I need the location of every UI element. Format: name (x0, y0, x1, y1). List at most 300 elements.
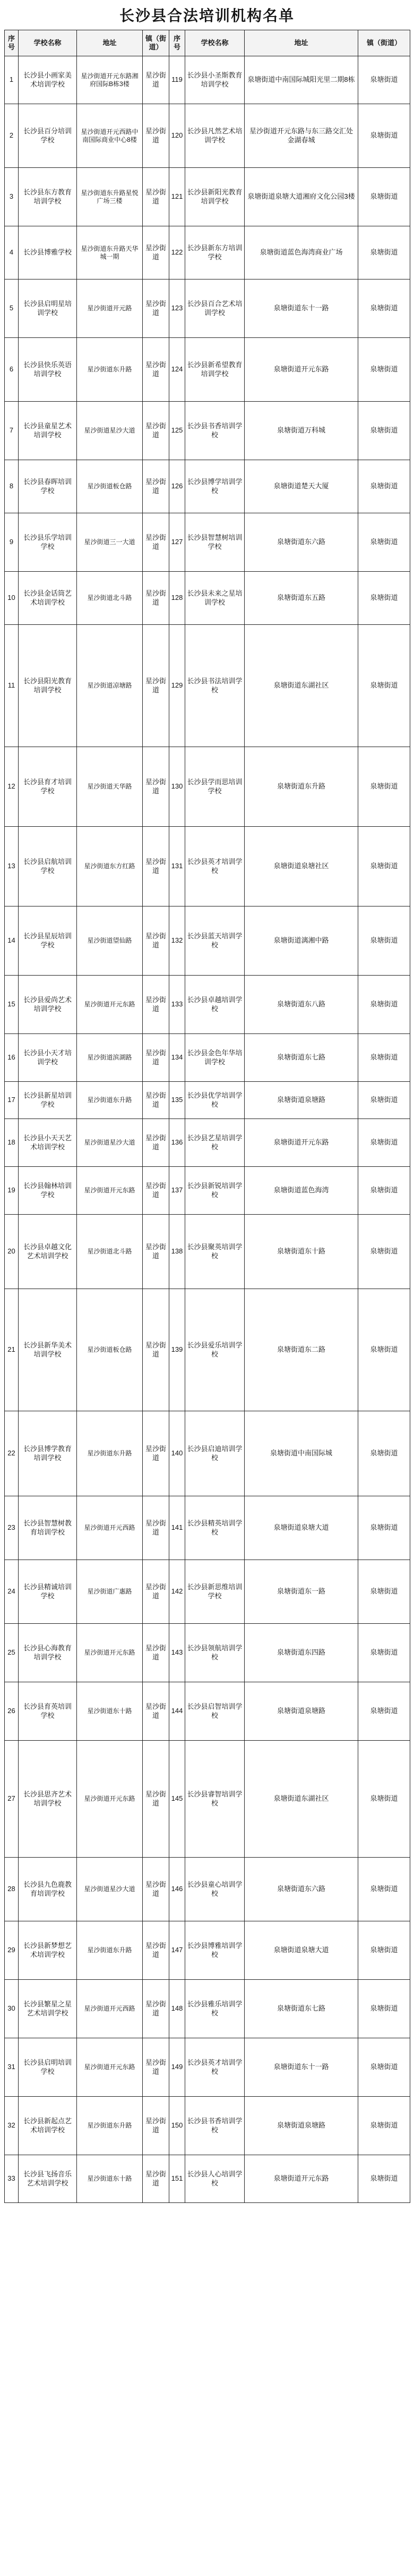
school-name-right: 长沙县蓝天培训学校 (185, 906, 245, 976)
address-right: 泉塘街道开元东路 (245, 2155, 358, 2203)
header-town-left: 镇（街道） (143, 30, 169, 56)
table-row (5, 513, 410, 572)
row-index-right: 136 (169, 1119, 185, 1167)
address-right: 泉塘街道东八路 (245, 976, 358, 1034)
town: 星沙街道 (143, 226, 169, 279)
address-right: 泉塘街道泉塘大道 (245, 1921, 358, 1980)
school-name: 长沙县星辰培训学校 (19, 906, 77, 976)
school-name-right: 长沙县凡然艺术培训学校 (185, 104, 245, 168)
address-right: 泉塘街道东升路 (245, 747, 358, 827)
school-name-right: 长沙县雅乐培训学校 (185, 1980, 245, 2038)
row-index: 32 (5, 2097, 19, 2155)
address-right: 泉塘街道东十一路 (245, 2038, 358, 2097)
table-row (5, 460, 410, 513)
table-row (5, 338, 410, 402)
school-name: 长沙县翰林培训学校 (19, 1167, 77, 1215)
row-index-right: 133 (169, 976, 185, 1034)
town-right: 泉塘街道 (358, 1034, 410, 1082)
school-name: 长沙县智慧树教育培训学校 (19, 1496, 77, 1560)
town: 星沙街道 (143, 2097, 169, 2155)
row-index: 6 (5, 338, 19, 402)
row-index: 9 (5, 513, 19, 572)
school-name: 长沙县精诚培训学校 (19, 1560, 77, 1624)
address-right: 泉塘街道中南国际城阳光里二期8栋 (245, 56, 358, 104)
table-row (5, 104, 410, 168)
table-row (5, 1082, 410, 1119)
table-row (5, 402, 410, 460)
school-name-right: 长沙县精英培训学校 (185, 1496, 245, 1560)
school-name-right: 长沙县新阳光教育培训学校 (185, 168, 245, 226)
row-index: 28 (5, 1858, 19, 1921)
table-row (5, 1119, 410, 1167)
school-name-right: 长沙县新东方培训学校 (185, 226, 245, 279)
school-name: 长沙县育英培训学校 (19, 1682, 77, 1741)
address: 星沙街道开元东路 (77, 1167, 143, 1215)
town-right: 泉塘街道 (358, 1082, 410, 1119)
school-name-right: 长沙县童心培训学校 (185, 1858, 245, 1921)
address: 星沙街道天华路 (77, 747, 143, 827)
town: 星沙街道 (143, 402, 169, 460)
table-row (5, 747, 410, 827)
town: 星沙街道 (143, 1682, 169, 1741)
town-right: 泉塘街道 (358, 1560, 410, 1624)
school-name-right: 长沙县学而思培训学校 (185, 747, 245, 827)
school-name-right: 长沙县未来之星培训学校 (185, 572, 245, 625)
town-right: 泉塘街道 (358, 1411, 410, 1496)
table-row (5, 226, 410, 279)
row-index: 23 (5, 1496, 19, 1560)
town-right: 泉塘街道 (358, 1980, 410, 2038)
town-right: 泉塘街道 (358, 1496, 410, 1560)
row-index-right: 126 (169, 460, 185, 513)
row-index: 33 (5, 2155, 19, 2203)
address: 星沙街道望仙路 (77, 906, 143, 976)
school-name-right: 长沙县书香培训学校 (185, 402, 245, 460)
town: 星沙街道 (143, 168, 169, 226)
school-name-right: 长沙县艺星培训学校 (185, 1119, 245, 1167)
row-index: 17 (5, 1082, 19, 1119)
address: 星沙街道板仓路 (77, 1289, 143, 1411)
table-row (5, 1215, 410, 1289)
address: 星沙街道开元路 (77, 279, 143, 338)
town: 星沙街道 (143, 1119, 169, 1167)
school-name: 长沙县心海教育培训学校 (19, 1624, 77, 1682)
address-right: 泉塘街道东六路 (245, 513, 358, 572)
town: 星沙街道 (143, 1921, 169, 1980)
school-name-right: 长沙县博雅培训学校 (185, 1921, 245, 1980)
address-right: 泉塘街道楚天大厦 (245, 460, 358, 513)
row-index: 13 (5, 827, 19, 906)
town: 星沙街道 (143, 1215, 169, 1289)
row-index-right: 123 (169, 279, 185, 338)
school-name: 长沙县金话筒艺术培训学校 (19, 572, 77, 625)
town-right: 泉塘街道 (358, 1921, 410, 1980)
town-right: 泉塘街道 (358, 513, 410, 572)
town: 星沙街道 (143, 747, 169, 827)
row-index-right: 151 (169, 2155, 185, 2203)
address-right: 泉塘街道开元东路 (245, 1119, 358, 1167)
address-right: 泉塘街道万科城 (245, 402, 358, 460)
table-row (5, 1921, 410, 1980)
address: 星沙街道开元东路湘府国际B栋3楼 (77, 56, 143, 104)
address: 星沙街道开元东路 (77, 1741, 143, 1858)
school-name-right: 长沙县启智培训学校 (185, 1682, 245, 1741)
address: 星沙街道星沙大道 (77, 402, 143, 460)
school-name: 长沙县启明星培训学校 (19, 279, 77, 338)
town-right: 泉塘街道 (358, 1858, 410, 1921)
row-index-right: 149 (169, 2038, 185, 2097)
address-right: 星沙街道开元东路与东三路交汇处金湖春城 (245, 104, 358, 168)
bottom-edge (4, 2571, 410, 2572)
town: 星沙街道 (143, 279, 169, 338)
table-row (5, 906, 410, 976)
row-index-right: 130 (169, 747, 185, 827)
town-right: 泉塘街道 (358, 1741, 410, 1858)
row-index-right: 121 (169, 168, 185, 226)
row-index-right: 129 (169, 625, 185, 747)
school-name: 长沙县爱尚艺术培训学校 (19, 976, 77, 1034)
row-index: 25 (5, 1624, 19, 1682)
row-index: 29 (5, 1921, 19, 1980)
address-right: 泉塘街道蓝色海湾 (245, 1167, 358, 1215)
school-name: 长沙县东方教育培训学校 (19, 168, 77, 226)
address: 星沙街道开元西路 (77, 1980, 143, 2038)
address: 星沙街道开元西路中南国际商业中心8楼 (77, 104, 143, 168)
address-right: 泉塘街道东五路 (245, 572, 358, 625)
school-name-right: 长沙县英才培训学校 (185, 827, 245, 906)
row-index-right: 141 (169, 1496, 185, 1560)
school-name: 长沙县新华美术培训学校 (19, 1289, 77, 1411)
town-right: 泉塘街道 (358, 747, 410, 827)
school-name-right: 长沙县英才培训学校 (185, 2038, 245, 2097)
school-name: 长沙县百分培训学校 (19, 104, 77, 168)
address: 星沙街道东升路 (77, 2097, 143, 2155)
school-name: 长沙县思齐艺术培训学校 (19, 1741, 77, 1858)
row-index-right: 131 (169, 827, 185, 906)
town-right: 泉塘街道 (358, 1682, 410, 1741)
address-right: 泉塘街道东十一路 (245, 279, 358, 338)
school-name: 长沙县博学教育培训学校 (19, 1411, 77, 1496)
row-index: 15 (5, 976, 19, 1034)
header-index-right: 序号 (169, 30, 185, 56)
address: 星沙街道东升路 (77, 1082, 143, 1119)
school-name-right: 长沙县新锐培训学校 (185, 1167, 245, 1215)
address: 星沙街道凉塘路 (77, 625, 143, 747)
table-row (5, 1496, 410, 1560)
table-row (5, 1682, 410, 1741)
school-name: 长沙县小画家美术培训学校 (19, 56, 77, 104)
row-index: 10 (5, 572, 19, 625)
row-index: 27 (5, 1741, 19, 1858)
school-name: 长沙县童星艺术培训学校 (19, 402, 77, 460)
table-row (5, 1741, 410, 1858)
address-right: 泉塘街道东一路 (245, 1560, 358, 1624)
town-right: 泉塘街道 (358, 1215, 410, 1289)
school-name: 长沙县启航培训学校 (19, 827, 77, 906)
town-right: 泉塘街道 (358, 827, 410, 906)
row-index: 16 (5, 1034, 19, 1082)
row-index: 8 (5, 460, 19, 513)
table-row (5, 1980, 410, 2038)
page-title: 长沙县合法培训机构名单 (119, 7, 295, 24)
row-index: 22 (5, 1411, 19, 1496)
row-index-right: 134 (169, 1034, 185, 1082)
town-right: 泉塘街道 (358, 2038, 410, 2097)
school-name-right: 长沙县领航培训学校 (185, 1624, 245, 1682)
header-town-right: 镇（街道） (358, 30, 410, 56)
address-right: 泉塘街道东十路 (245, 1215, 358, 1289)
address: 星沙街道东升路天华城一期 (77, 226, 143, 279)
town: 星沙街道 (143, 1858, 169, 1921)
address: 星沙街道北斗路 (77, 1215, 143, 1289)
school-name-right: 长沙县博学培训学校 (185, 460, 245, 513)
school-name: 长沙县卓越文化艺术培训学校 (19, 1215, 77, 1289)
town: 星沙街道 (143, 1034, 169, 1082)
table-header-row (5, 30, 410, 56)
row-index-right: 147 (169, 1921, 185, 1980)
town: 星沙街道 (143, 2155, 169, 2203)
address-right: 泉塘街道泉塘路 (245, 1682, 358, 1741)
table-row (5, 2038, 410, 2097)
table-row (5, 1034, 410, 1082)
address: 星沙街道滨湖路 (77, 1034, 143, 1082)
row-index-right: 137 (169, 1167, 185, 1215)
institution-table (4, 30, 410, 2203)
row-index: 11 (5, 625, 19, 747)
town: 星沙街道 (143, 625, 169, 747)
table-row (5, 279, 410, 338)
address-right: 泉塘街道漓湘中路 (245, 906, 358, 976)
row-index: 20 (5, 1215, 19, 1289)
address: 星沙街道东方红路 (77, 827, 143, 906)
header-school-name-left: 学校名称 (19, 30, 77, 56)
row-index: 4 (5, 226, 19, 279)
address: 星沙街道开元东路 (77, 2038, 143, 2097)
row-index-right: 125 (169, 402, 185, 460)
row-index-right: 124 (169, 338, 185, 402)
town: 星沙街道 (143, 1624, 169, 1682)
school-name-right: 长沙县书香培训学校 (185, 2097, 245, 2155)
school-name: 长沙县九色鹿教育培训学校 (19, 1858, 77, 1921)
address-right: 泉塘街道泉塘社区 (245, 827, 358, 906)
town: 星沙街道 (143, 906, 169, 976)
row-index: 31 (5, 2038, 19, 2097)
row-index-right: 135 (169, 1082, 185, 1119)
address-right: 泉塘街道东湖社区 (245, 625, 358, 747)
address-right: 泉塘街道东湖社区 (245, 1741, 358, 1858)
row-index-right: 142 (169, 1560, 185, 1624)
table-row (5, 625, 410, 747)
address-right: 泉塘街道中南国际城 (245, 1411, 358, 1496)
school-name: 长沙县新梦想艺术培训学校 (19, 1921, 77, 1980)
row-index: 19 (5, 1167, 19, 1215)
town-right: 泉塘街道 (358, 460, 410, 513)
town-right: 泉塘街道 (358, 338, 410, 402)
town-right: 泉塘街道 (358, 1289, 410, 1411)
school-name-right: 长沙县智慧树培训学校 (185, 513, 245, 572)
school-name: 长沙县新星培训学校 (19, 1082, 77, 1119)
school-name-right: 长沙县书法培训学校 (185, 625, 245, 747)
row-index: 18 (5, 1119, 19, 1167)
address-right: 泉塘街道东四路 (245, 1624, 358, 1682)
row-index-right: 144 (169, 1682, 185, 1741)
header-school-name-right: 学校名称 (185, 30, 245, 56)
school-name: 长沙县飞扬音乐艺术培训学校 (19, 2155, 77, 2203)
address: 星沙街道开元西路 (77, 1496, 143, 1560)
school-name-right: 长沙县新希望教育培训学校 (185, 338, 245, 402)
town-right: 泉塘街道 (358, 906, 410, 976)
header-address-left: 地址 (77, 30, 143, 56)
school-name: 长沙县乐学培训学校 (19, 513, 77, 572)
address: 星沙街道板仓路 (77, 460, 143, 513)
town-right: 泉塘街道 (358, 625, 410, 747)
row-index-right: 145 (169, 1741, 185, 1858)
town: 星沙街道 (143, 2038, 169, 2097)
town-right: 泉塘街道 (358, 168, 410, 226)
header-index-left: 序号 (5, 30, 19, 56)
address-right: 泉塘街道开元东路 (245, 338, 358, 402)
school-name: 长沙县博雅学校 (19, 226, 77, 279)
address: 星沙街道开元东路 (77, 976, 143, 1034)
town-right: 泉塘街道 (358, 279, 410, 338)
town: 星沙街道 (143, 1741, 169, 1858)
school-name: 长沙县阳光教育培训学校 (19, 625, 77, 747)
address: 星沙街道东升路 (77, 1411, 143, 1496)
row-index: 2 (5, 104, 19, 168)
town: 星沙街道 (143, 1560, 169, 1624)
row-index: 24 (5, 1560, 19, 1624)
school-name-right: 长沙县小圣斯教育培训学校 (185, 56, 245, 104)
table-row (5, 1411, 410, 1496)
school-name: 长沙县春晖培训学校 (19, 460, 77, 513)
row-index: 26 (5, 1682, 19, 1741)
row-index: 30 (5, 1980, 19, 2038)
school-name: 长沙县快乐英语培训学校 (19, 338, 77, 402)
town-right: 泉塘街道 (358, 2155, 410, 2203)
table-row (5, 2097, 410, 2155)
row-index: 7 (5, 402, 19, 460)
address: 星沙街道东十路 (77, 1682, 143, 1741)
address: 星沙街道北斗路 (77, 572, 143, 625)
row-index-right: 127 (169, 513, 185, 572)
row-index: 5 (5, 279, 19, 338)
row-index-right: 150 (169, 2097, 185, 2155)
town-right: 泉塘街道 (358, 572, 410, 625)
town-right: 泉塘街道 (358, 1119, 410, 1167)
row-index: 12 (5, 747, 19, 827)
table-row (5, 1624, 410, 1682)
address: 星沙街道星沙大道 (77, 1119, 143, 1167)
row-index-right: 148 (169, 1980, 185, 2038)
address: 星沙街道东升路 (77, 338, 143, 402)
table-row (5, 1289, 410, 1411)
town: 星沙街道 (143, 56, 169, 104)
town: 星沙街道 (143, 1411, 169, 1496)
table-row (5, 1858, 410, 1921)
address: 星沙街道开元东路 (77, 1624, 143, 1682)
town: 星沙街道 (143, 1496, 169, 1560)
table-row (5, 572, 410, 625)
school-name: 长沙县小天才培训学校 (19, 1034, 77, 1082)
address-right: 泉塘街道蓝色海湾商业广场 (245, 226, 358, 279)
row-index-right: 146 (169, 1858, 185, 1921)
row-index-right: 140 (169, 1411, 185, 1496)
school-name-right: 长沙县卓越培训学校 (185, 976, 245, 1034)
table-row (5, 168, 410, 226)
row-index-right: 128 (169, 572, 185, 625)
row-index-right: 132 (169, 906, 185, 976)
address-right: 泉塘街道东七路 (245, 1980, 358, 2038)
town: 星沙街道 (143, 460, 169, 513)
school-name-right: 长沙县爱乐培训学校 (185, 1289, 245, 1411)
row-index: 1 (5, 56, 19, 104)
school-name: 长沙县繁星之星艺术培训学校 (19, 1980, 77, 2038)
town-right: 泉塘街道 (358, 226, 410, 279)
table-row (5, 2155, 410, 2203)
school-name-right: 长沙县百合艺术培训学校 (185, 279, 245, 338)
address: 星沙街道星沙大道 (77, 1858, 143, 1921)
address-right: 泉塘街道东六路 (245, 1858, 358, 1921)
row-index-right: 119 (169, 56, 185, 104)
address-right: 泉塘街道东二路 (245, 1289, 358, 1411)
town: 星沙街道 (143, 1289, 169, 1411)
address: 星沙街道东升路 (77, 1921, 143, 1980)
town-right: 泉塘街道 (358, 56, 410, 104)
table-row (5, 56, 410, 104)
table-row (5, 976, 410, 1034)
school-name: 长沙县启明培训学校 (19, 2038, 77, 2097)
town: 星沙街道 (143, 572, 169, 625)
school-name: 长沙县小天天艺术培训学校 (19, 1119, 77, 1167)
row-index-right: 143 (169, 1624, 185, 1682)
address-right: 泉塘街道泉塘路 (245, 2097, 358, 2155)
address: 星沙街道三一大道 (77, 513, 143, 572)
row-index: 14 (5, 906, 19, 976)
town-right: 泉塘街道 (358, 402, 410, 460)
table-row (5, 1560, 410, 1624)
row-index-right: 122 (169, 226, 185, 279)
address-right: 泉塘街道东七路 (245, 1034, 358, 1082)
table-row (5, 1167, 410, 1215)
address-right: 泉塘街道泉塘大道湘府文化公园3楼 (245, 168, 358, 226)
school-name: 长沙县育才培训学校 (19, 747, 77, 827)
town-right: 泉塘街道 (358, 1167, 410, 1215)
town-right: 泉塘街道 (358, 1624, 410, 1682)
address: 星沙街道东十路 (77, 2155, 143, 2203)
town: 星沙街道 (143, 1082, 169, 1119)
town-right: 泉塘街道 (358, 2097, 410, 2155)
school-name-right: 长沙县启迪培训学校 (185, 1411, 245, 1496)
school-name-right: 长沙县睿智培训学校 (185, 1741, 245, 1858)
town: 星沙街道 (143, 513, 169, 572)
town: 星沙街道 (143, 1980, 169, 2038)
row-index-right: 138 (169, 1215, 185, 1289)
row-index: 21 (5, 1289, 19, 1411)
town-right: 泉塘街道 (358, 104, 410, 168)
school-name-right: 长沙县优学培训学校 (185, 1082, 245, 1119)
town-right: 泉塘街道 (358, 976, 410, 1034)
address-right: 泉塘街道泉塘大道 (245, 1496, 358, 1560)
row-index-right: 139 (169, 1289, 185, 1411)
town: 星沙街道 (143, 104, 169, 168)
school-name-right: 长沙县人心培训学校 (185, 2155, 245, 2203)
row-index: 3 (5, 168, 19, 226)
town: 星沙街道 (143, 1167, 169, 1215)
town: 星沙街道 (143, 338, 169, 402)
header-address-right: 地址 (245, 30, 358, 56)
school-name: 长沙县新起点艺术培训学校 (19, 2097, 77, 2155)
town: 星沙街道 (143, 976, 169, 1034)
